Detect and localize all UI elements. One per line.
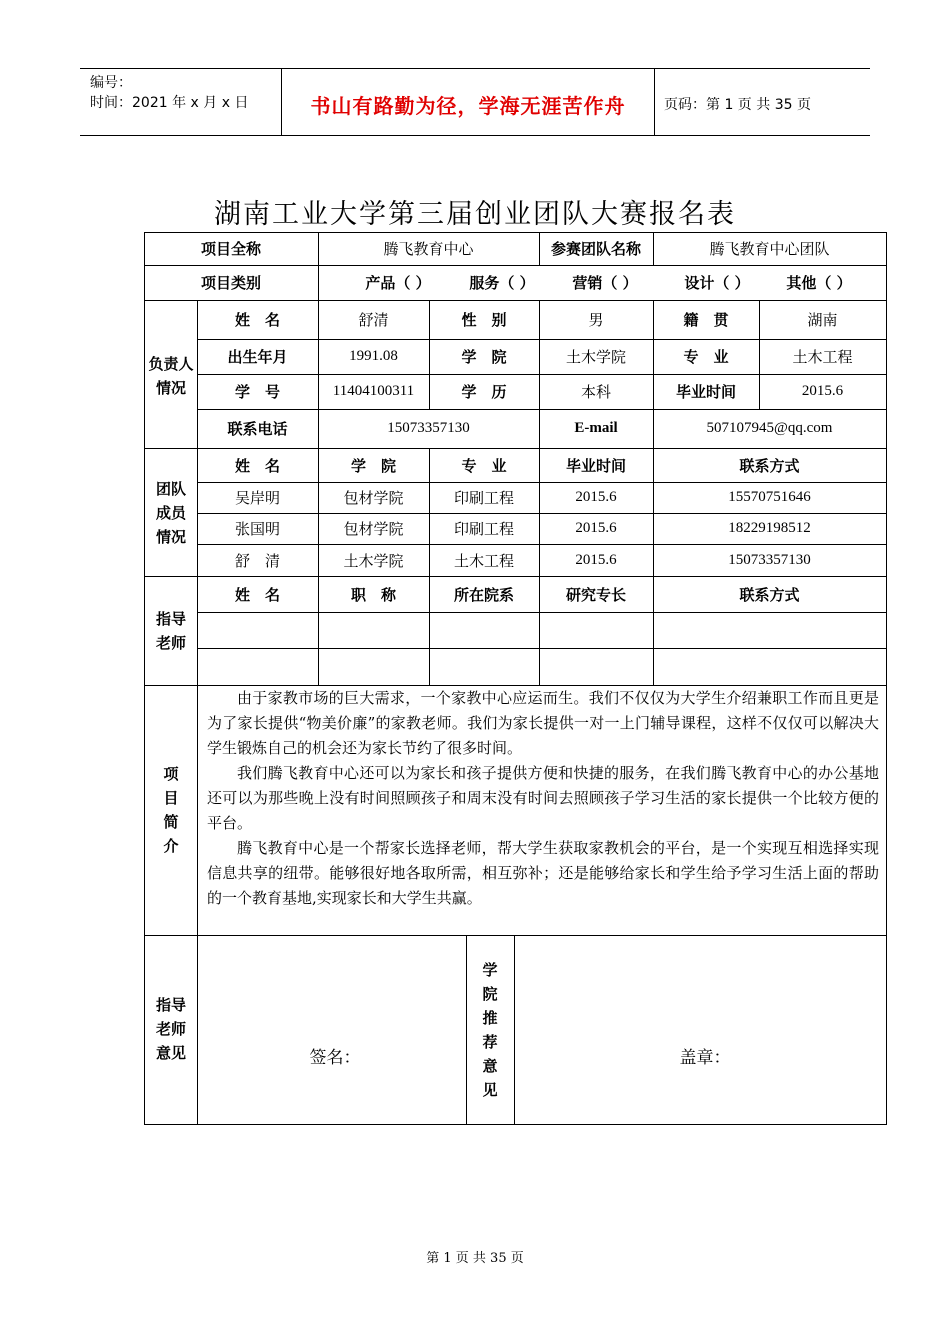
page-title: 湖南工业大学第三届创业团队大赛报名表 (214, 199, 736, 230)
category-option-marketing: 营销（ ） (572, 274, 638, 292)
leader-grad-value: 2015.6 (801, 383, 844, 399)
advisor-header-name: 姓 名 (234, 585, 280, 604)
leader-birth-label: 出生年月 (227, 348, 288, 366)
header-motto: 书山有路勤为径，学海无涯苦作舟 (310, 94, 626, 118)
team-member-grad: 2015.6 (575, 551, 617, 568)
leader-college-label: 学 院 (461, 348, 507, 366)
header-number-label: 编号： (90, 75, 132, 91)
leader-degree-label: 学 历 (461, 383, 507, 401)
leader-major-value: 土木工程 (792, 350, 853, 366)
leader-gender-label: 性 别 (461, 311, 507, 329)
category-option-service: 服务（ ） (469, 274, 535, 292)
project-name-label: 项目全称 (200, 240, 261, 258)
team-member-name: 吴岸明 (234, 491, 280, 507)
leader-name-label: 姓 名 (234, 311, 280, 329)
header-time-label: 时间：2021 年 x 月 x 日 (90, 95, 249, 111)
team-member-name: 舒 清 (234, 553, 280, 570)
leader-email-label: E-mail (574, 420, 618, 436)
signature-field: 签名： (309, 1047, 361, 1068)
team-name-value: 腾飞教育中心团队 (709, 242, 830, 258)
team-header-contact: 联系方式 (739, 456, 800, 475)
team-member-college: 土木学院 (343, 553, 404, 570)
category-option-other: 其他（ ） (786, 274, 852, 292)
team-member-major: 土木工程 (453, 553, 514, 570)
advisor-header-expertise: 研究专长 (565, 585, 626, 604)
team-member-contact: 18229198512 (728, 520, 811, 536)
leader-phone-label: 联系电话 (227, 420, 288, 438)
team-member-name: 张国明 (234, 522, 280, 538)
team-name-label: 参赛团队名称 (550, 240, 641, 258)
team-member-contact: 15570751646 (728, 489, 811, 505)
header-page-info: 页码：第 1 页 共 35 页 (664, 97, 811, 113)
team-header-name: 姓 名 (234, 456, 280, 475)
header-bottom-rule (80, 135, 870, 136)
team-member-grad: 2015.6 (575, 520, 617, 536)
leader-section-label: 负责人情况 (148, 355, 194, 397)
leader-major-label: 专 业 (683, 348, 729, 366)
intro-paragraph: 我们腾飞教育中心还可以为家长和孩子提供方便和快捷的服务，在我们腾飞教育中心的办公基地还可以为那些晚上没有时间照顾孩子和周末没有时间去照顾孩子学习生活的家长提供一个比较方便的平台。 (207, 764, 879, 832)
team-member-major: 印刷工程 (453, 491, 514, 507)
team-section-label: 团队成员情况 (155, 480, 186, 546)
leader-name-value: 舒清 (358, 313, 389, 329)
leader-id-label: 学 号 (234, 383, 280, 401)
intro-paragraph: 由于家教市场的巨大需求，一个家教中心应运而生。我们不仅仅为大学生介绍兼职工作而且更是为了家长提供“物美价廉”的家教老师。我们为家长提供一对一上门辅导课程，这样不仅仅可以解决大学生锻炼自己的机会还为家长节约了很多时间。 (207, 689, 879, 757)
header-divider (654, 68, 655, 136)
leader-degree-value: 本科 (580, 385, 611, 401)
team-member-college: 包材学院 (343, 522, 404, 538)
project-category-label: 项目类别 (200, 274, 261, 292)
leader-grad-label: 毕业时间 (675, 383, 736, 401)
team-member-contact: 15073357130 (728, 551, 811, 568)
leader-gender-value: 男 (588, 313, 604, 329)
leader-birth-value: 1991.08 (349, 348, 398, 364)
project-intro (207, 686, 879, 911)
leader-college-value: 土木学院 (565, 350, 626, 366)
team-header-grad: 毕业时间 (565, 456, 626, 475)
advisor-opinion-label: 指导老师意见 (155, 996, 186, 1062)
team-header-college: 学 院 (350, 456, 396, 475)
advisor-header-title: 职 称 (350, 585, 396, 604)
seal-field: 盖章： (679, 1047, 731, 1068)
advisor-section-label: 指导老师 (155, 610, 186, 652)
college-recommendation-label: 学院推荐意见 (482, 961, 498, 1099)
team-member-college: 包材学院 (343, 491, 404, 507)
leader-id-value: 11404100311 (332, 383, 415, 399)
team-member-grad: 2015.6 (575, 489, 617, 505)
advisor-header-contact: 联系方式 (739, 585, 800, 604)
leader-origin-value: 湖南 (807, 313, 838, 329)
intro-paragraph: 腾飞教育中心是一个帮家长选择老师，帮大学生获取家教机会的平台，是一个实现互相选择实现信息共享的纽带。能够很好地各取所需，相互弥补；还是能够给家长和学生给予学习生活上面的帮助的一个教育基地,实现家长和大学生共赢。 (207, 839, 879, 907)
page-footer: 第 1 页 共 35 页 (426, 1251, 524, 1266)
leader-phone-value: 15073357130 (387, 420, 470, 436)
team-header-major: 专 业 (461, 456, 507, 475)
category-option-design: 设计（ ） (684, 274, 750, 292)
leader-origin-label: 籍 贯 (683, 311, 729, 329)
project-name-value: 腾飞教育中心 (383, 242, 474, 258)
advisor-header-department: 所在院系 (453, 585, 514, 604)
category-option-product: 产品（ ） (365, 274, 431, 292)
intro-section-label: 项目简介 (163, 765, 179, 855)
header-top-rule (80, 68, 870, 69)
team-member-major: 印刷工程 (453, 522, 514, 538)
leader-email-value: 507107945@qq.com (706, 420, 833, 436)
